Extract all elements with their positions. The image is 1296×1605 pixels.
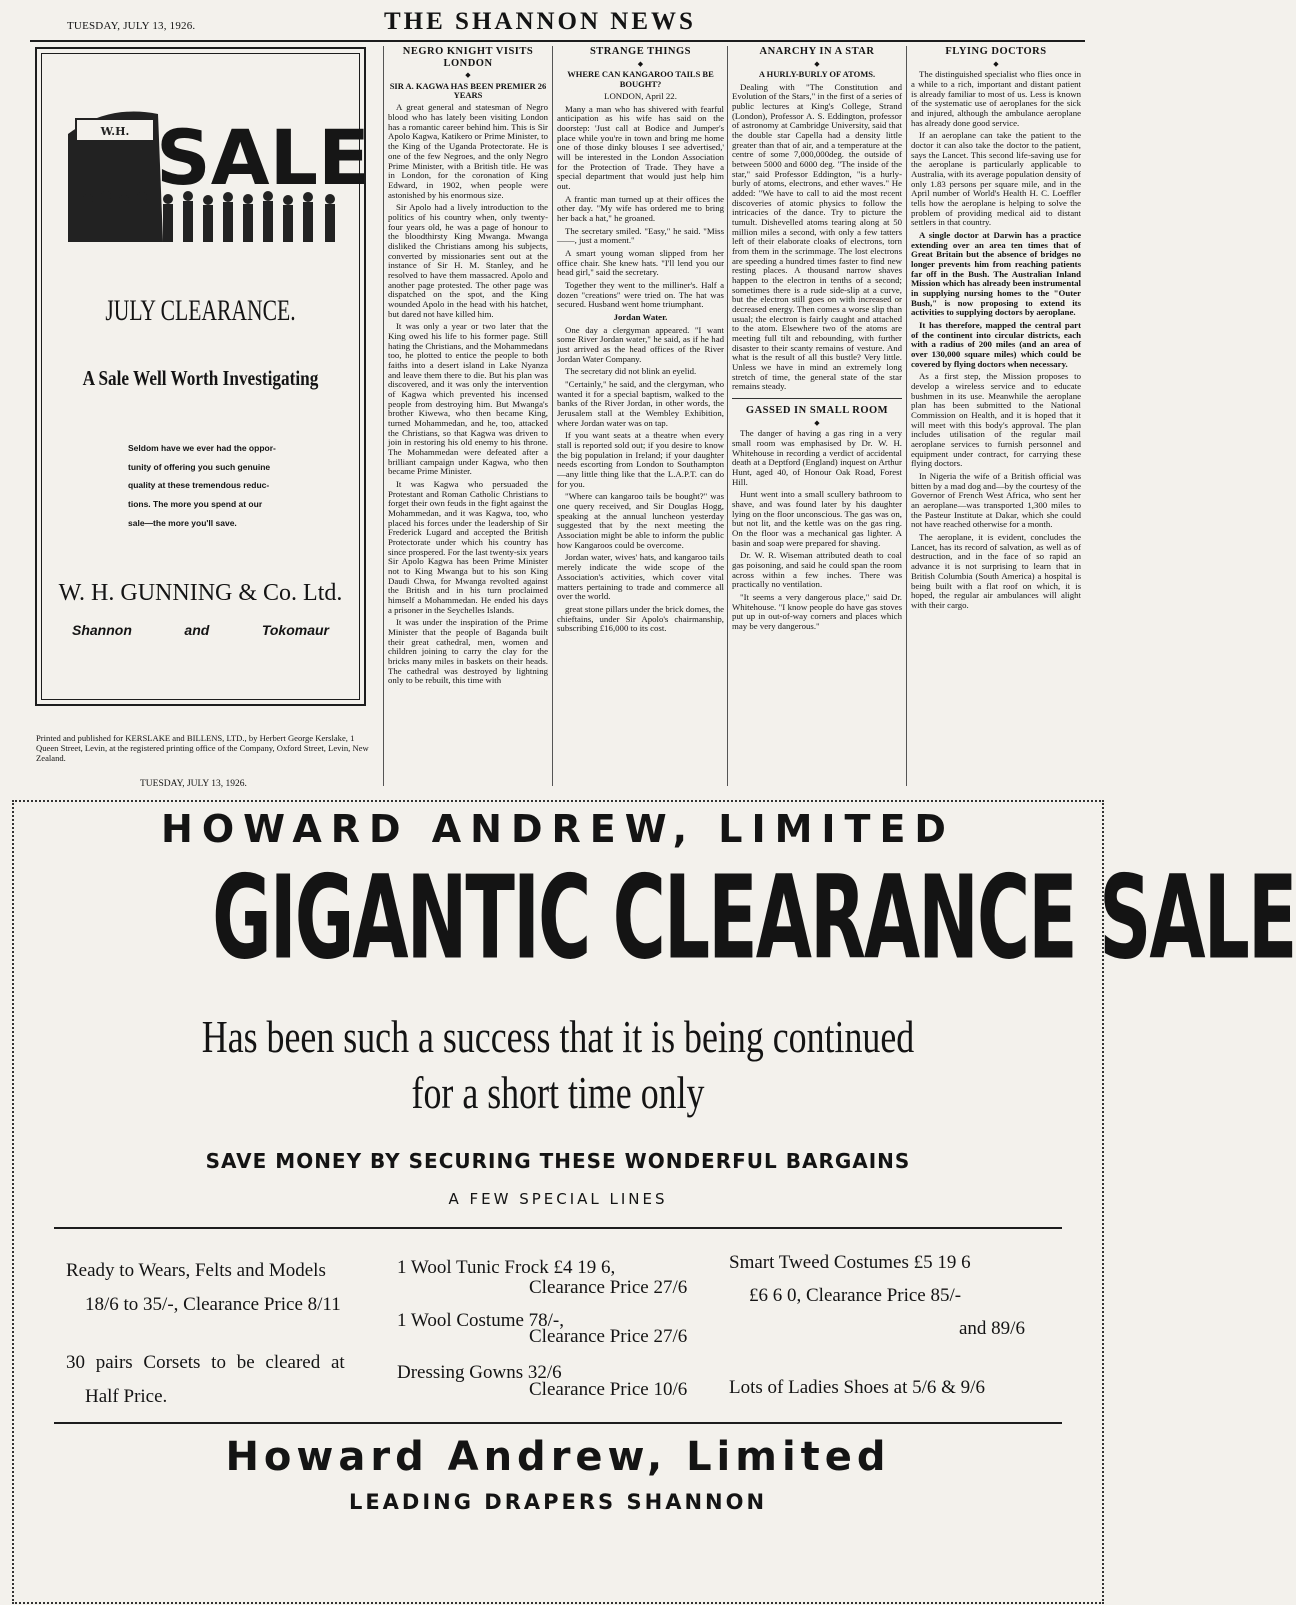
sale-description-line: tunity of offering you such genuine [128, 461, 271, 472]
diamond-ornament-icon: ◆ [814, 418, 820, 427]
special-line-text: 18/6 to 35/-, Clearance Price 8/11 [85, 1294, 341, 1315]
article-paragraph: If an aeroplane can take the patient to the doctor it can also take the doctor to the patient, says the Lancet. This second life-saving use for the aeroplane is particularly applicable to Australia, with its average population density of only 1.83 persons per square mile, and in the April number of World's Health H. C. Loeffler tells how the aeroplane is helping to solve the problem of providing medical aid to distant settlers in that country. [911, 130, 1081, 228]
special-line-text: £6 6 0, Clearance Price 85/- [749, 1285, 962, 1306]
town-tokomaur: Tokomaur [261, 622, 329, 638]
special-line-text: and 89/6 [959, 1318, 1025, 1339]
shop-sign-text: W.H. [100, 125, 130, 138]
article-paragraph: It has therefore, mapped the central part of the continent into circular districts, each with a radius of 200 miles (and an area of over 130,000 square miles) which could be covered by flying doctors when necessary. [911, 320, 1081, 369]
gigantic-clearance-headline: GIGANTIC CLEARANCE SALE [212, 850, 1296, 985]
town-and: and [184, 622, 210, 638]
howard-andrew-advert [12, 800, 1296, 1604]
newspaper-title: THE SHANNON NEWS [384, 8, 696, 35]
article-paragraph: "Certainly," he said, and the clergyman, who wanted it for a special baptism, walked to the banks of the River Jordan, in other words, the Jerusalem stall at the Wembley Exhibition, where Jordan water was on tap. [557, 379, 724, 428]
advert-towns [72, 622, 329, 638]
diamond-ornament-icon: ◆ [637, 59, 644, 68]
sale-description [128, 439, 328, 532]
article-paragraph: Hunt went into a small scullery bathroom to shave, and was found later by his daughter lying on the floor unconscious. The gas was on, but not lit, and the kettle was on the gas ring. On the floor was a mechanical gas lighter. A basin and soap were prepared for shaving. [732, 489, 902, 548]
special-line-text: Smart Tweed Costumes £5 19 6 [729, 1252, 971, 1273]
article-paragraph: Sir Apolo had a lively introduction to the politics of his country when, only twenty-four years old, he was a page of honour to the bloodthirsty King Mwanga. Mwanga disliked the Christians among his subjects, converted by missionaries sent out at the instance of Sir H. M. Stanley, and he resolved to have them massacred. Apolo and another page protested. The other page was dispatched on the spot, and the King wounded Apolo in the head with his hatchet, but dared not have killed him. [388, 202, 548, 319]
special-line-text: Lots of Ladies Shoes at 5/6 & 9/6 [729, 1377, 985, 1398]
special-line-text: 30 pairs Corsets to be cleared at [66, 1352, 345, 1373]
printer-date: TUESDAY, JULY 13, 1926. [140, 779, 247, 789]
special-line-text: Dressing Gowns 32/6 [397, 1362, 562, 1383]
advert-company-name: HOWARD ANDREW, LIMITED [161, 807, 955, 851]
leading-drapers-tagline: LEADING DRAPERS SHANNON [348, 1490, 768, 1514]
article-paragraph: As a first step, the Mission proposes to develop a wireless service and to educate bushmen in its use. Meanwhile the aeroplane plan has been submitted to the National Commission on Health, and it is hoped that it will meet with this body's approval. The plan includes utilisation of the regular mail aeroplane services to furnish personnel and equipment under contract, for carrying these flying doctors. [911, 371, 1081, 469]
special-line-text: Clearance Price 27/6 [529, 1277, 688, 1298]
advert-tagline-line1: Has been such a success that it is being continued [201, 1011, 915, 1062]
article-paragraph: The secretary smiled. "Easy," he said. "Miss ——, just a moment." [557, 225, 724, 246]
article-anarchy-star [732, 46, 902, 786]
special-lines-heading: A FEW SPECIAL LINES [448, 1190, 668, 1208]
article-paragraph: The secretary did not blink an eyelid. [565, 366, 697, 377]
special-line-text: Ready to Wears, Felts and Models [66, 1260, 326, 1281]
article-flying-doctors [911, 46, 1081, 786]
diamond-ornament-icon: ◆ [465, 71, 471, 80]
save-money-heading: SAVE MONEY BY SECURING THESE WONDERFUL BARGAINS [205, 1149, 911, 1173]
special-line-text: Half Price. [85, 1386, 168, 1407]
sale-banner-illustration [68, 104, 370, 242]
footer-company-name: Howard Andrew, Limited [225, 1434, 891, 1480]
article-paragraph: "It seems a very dangerous place," said Dr. Whitehouse. "I know people do have gas stoves put up in out-of-way corners and places which may be very dangerous." [732, 592, 902, 632]
sale-worth-subheading: A Sale Well Worth Investigating [82, 366, 319, 390]
article-paragraph: Together they went to the milliner's. Half a dozen "creations" were tried on. The hat was secured. Husband went home triumphant. [557, 280, 724, 310]
article-subheadline: A HURLY-BURLY OF ATOMS. [758, 69, 876, 80]
article-paragraph: In Nigeria the wife of a British official was bitten by a mad dog and—by the courtesy of the Governor of French West Africa, who sent her an aeroplane—was transported 1,300 miles to the Pasteur Institute at Dakar, which she could not have reached otherwise for a month. [911, 471, 1081, 530]
article-section-heading: Jordan Water. [613, 312, 668, 323]
column-rule [727, 46, 728, 786]
special-line-text: 1 Wool Costume 78/-, [397, 1310, 565, 1331]
article-strange-things [557, 46, 724, 786]
masthead-rule [30, 40, 1085, 42]
article-paragraph: The danger of having a gas ring in a very small room was emphasised by Dr. W. H. Whitehouse in recording a verdict of accidental death at a Deptford (England) inquest on Arthur Hunt, aged 40, of Honour Oak Road, Forest Hill. [732, 428, 902, 487]
article-headline: ANARCHY IN A STAR [759, 46, 875, 57]
special-line-text: Clearance Price 27/6 [529, 1326, 688, 1347]
july-clearance-heading: JULY CLEARANCE. [105, 294, 296, 327]
article-subheadline: SIR A. KAGWA HAS BEEN PREMIER 26 YEARS [389, 80, 547, 101]
article-paragraph: The aeroplane, it is evident, concludes the Lancet, has its record of salvation, as well as of destruction, and in the face of so rapid an advance it is not surprising to learn that in British Columbia (South America) a hospital is being built with a flat roof on which, it is hoped, the regular air ambulances will alight with their cargo. [911, 532, 1081, 610]
article-paragraph: It was under the inspiration of the Prime Minister that the people of Baganda built their great cathedral, men, women and children joining to carry the clay for the bricks many miles in baskets on their heads. The cathedral was destroyed by lightning only to be rebuilt, this time with [388, 617, 548, 686]
article-negro-knight [388, 46, 548, 786]
article-headline: FLYING DOCTORS [945, 46, 1047, 57]
diamond-ornament-icon: ◆ [993, 59, 999, 68]
sale-description-line: Seldom have we ever had the oppor- [128, 443, 276, 453]
sale-word: SALE [156, 113, 370, 202]
special-lines-top-rule [54, 1227, 1062, 1229]
article-paragraph: A smart young woman slipped from her office chair. She knew hats. "I'll lend you our head girl," said the secretary. [557, 248, 724, 278]
article-paragraph: Many a man who has shivered with fearful anticipation as his wife has said on the doorstep: 'Just call at Bodice and Jumper's place while you're in town and bring me home one of those dinky blouses I see advertised,' will be interested in the London Association for the Protection of Trade. They have a special department that would just help him out. [557, 103, 724, 191]
town-shannon: Shannon [72, 622, 132, 638]
article-headline: GASSED IN SMALL ROOM [745, 405, 889, 417]
special-lines-bottom-rule [54, 1422, 1062, 1424]
column-rule [906, 46, 907, 786]
section-divider [732, 398, 902, 399]
article-paragraph: A frantic man turned up at their offices the other day. "My wife has ordered me to bring her back a hat," he groaned. [557, 193, 724, 223]
diamond-ornament-icon: ◆ [814, 59, 820, 68]
article-paragraph: One day a clergyman appeared. "I want some River Jordan water," he said, as if he had just arrived as the head offices of the River Jordan Water Company. [557, 324, 724, 364]
special-line-text: Clearance Price 10/6 [529, 1379, 688, 1400]
gunning-sale-advert [35, 47, 370, 706]
article-paragraph: Jordan water, wives' hats, and kangaroo tails merely indicate the wide scope of the Association's activities, which cover vital matters pertaining to trade and commerce all over the world. [557, 552, 724, 602]
article-subheadline: WHERE CAN KANGAROO TAILS BE BOUGHT? [567, 69, 714, 89]
sale-description-line: sale—the more you'll save. [128, 517, 237, 528]
article-dateline: LONDON, April 22. [604, 90, 677, 101]
gunning-company-name: W. H. GUNNING & Co. Ltd. [58, 580, 343, 606]
article-paragraph: great stone pillars under the brick domes, the chieftains, under Sir Apolo's chairmanship, subscribing £16,000 to its cost. [557, 603, 724, 634]
sale-description-line: quality at these tremendous reduc- [128, 480, 270, 491]
article-paragraph: A single doctor at Darwin has a practice extending over an area ten times that of Great Britain but the absence of bridges no longer prevents him from reaching patients far off in the Bush. The Australian Inland Mission which has already been instrumental in supplying nursing homes to the "Outer Bush," is now proposing to extend its activities to supplying doctors by aeroplane. [911, 229, 1081, 318]
article-paragraph: Dr. W. R. Wiseman attributed death to coal gas poisoning, and said he could span the room across within a few inches. There was practically no ventilation. [732, 550, 902, 590]
article-paragraph: A great general and statesman of Negro blood who has lately been visiting London has a romantic career behind him. This is Sir Apolo Kagwa, Katikero or Prime Minister, to the King of the Uganda Protectorate. He is one of the few Negroes, and the only Negro Prime Minister, with a British title. He was in London, for the coronation of King Edward, in 1902, when people were astonished by his enormous size. [388, 102, 548, 200]
advert-inner-border [41, 53, 370, 700]
article-paragraph: Dealing with "The Constitution and Evolution of the Stars," in the first of a series of public lectures at King's College, Strand (London), Professor A. S. Eddington, professor of astronomy at Cambridge University, said that the double star Capella had a density little greater than that of air, and a temperature at the centre of some 7,000,000deg. the outside of between 5000 and 6000 deg. "The inside of the star," said Professor Eddington, "is a hurly-burly of atoms, electrons, and ether waves." He added: "We have to call to aid the most recent discoveries of atomic physics to follow the intricacies of the dance. Try to picture the tumult. Dishevelled atoms tearing along at 50 million miles a second, with only a few tatters left of their elaborate cloaks of electrons, torn from them in the scrimmage. The lost electrons are speeding a hundred times faster to find new resting places. A thousand narrow shaves happen to the electron in tenths of a second; sometimes there is a rude side-slip at a curve, but the electron still goes on with increased or decreased energy. Then comes a worse slip than usual; the electron is fairly caught and attached to the atom. Elsewhere two of the atoms are meeting full tilt and rebounding, with further disaster to their scanty remains of vesture. And what is the result of all this bustle? Very little. Unless we have in mind an extremely long stretch of time, the general state of the star remains steady. [732, 81, 902, 392]
article-paragraph: It was only a year or two later that the King owed his life to his former page. Still hating the Christians, and the Mohammedans too, he plotted to entice the people to both faiths into a desert island in Lake Nyanza and leave them there to die. But his plan was discovered, and it was only the intervention of Kagwa which prevented his incensed people from destroying him. But Mwanga's brother Kiwewa, who then became King, turned Mohammedan, and he, too, attacked the Christians, so that Kagwa was driven to join in restoring his old enemy to his throne. The Mohammedan were defeated after a brilliant campaign under Kagwa, who then became Prime Minister. [388, 321, 548, 477]
article-headline: NEGRO KNIGHT VISITS LONDON [402, 46, 534, 69]
special-line-text: 1 Wool Tunic Frock £4 19 6, [397, 1257, 616, 1278]
column-rule [552, 46, 553, 786]
printer-imprint: Printed and published for KERSLAKE and BILLENS, LTD., by Herbert George Kerslake, 1 Queen Street, Levin, at the registered printing office of the Company, Oxford Street, Levin, New Zealand. [36, 733, 369, 763]
article-headline: STRANGE THINGS [589, 46, 692, 57]
article-paragraph: It was Kagwa who persuaded the Protestant and Roman Catholic Christians to forget their own feuds in the fight against the Mohammedan, and it was Kagwa, too, who placed his forces under the leadership of Sir Frederick Lugard and accepted the British Protectorate under which his country has since prospered. For the last twenty-six years Sir Apolo Kagwa has been Prime Minister not to King Mwanga but to his son King Daudi Chwa, for Mwanga revolted against the British and in his turn proclaimed himself a Mohammedan. He ended his days a prisoner in the Seychelles Islands. [388, 479, 548, 615]
article-paragraph: "Where can kangaroo tails be bought?" was one query received, and Sir Douglas Hogg, speaking at the annual luncheon yesterday suggested that by the next meeting the Association might be able to inform the public how Kangaroos could be overcome. [557, 491, 724, 550]
article-paragraph: The distinguished specialist who flies once in a while to a rich, important and distant patient is already familiar to most of us. Less is known of the systematic use of aeroplanes for the sick and injured, although the ambulance aeroplane has already done good service. [911, 69, 1081, 128]
article-paragraph: If you want seats at a theatre when every stall is reported sold out; if you desire to know the big population in Ireland; if your daughter needs escorting from London to Southampton—any little thing like that the L.A.P.T. can do for you. [557, 430, 724, 489]
sale-description-line: tions. The more you spend at our [128, 499, 263, 510]
column-rule [383, 46, 384, 786]
advert-tagline-line2: for a short time only [411, 1067, 705, 1118]
masthead-date: TUESDAY, JULY 13, 1926. [67, 20, 196, 32]
